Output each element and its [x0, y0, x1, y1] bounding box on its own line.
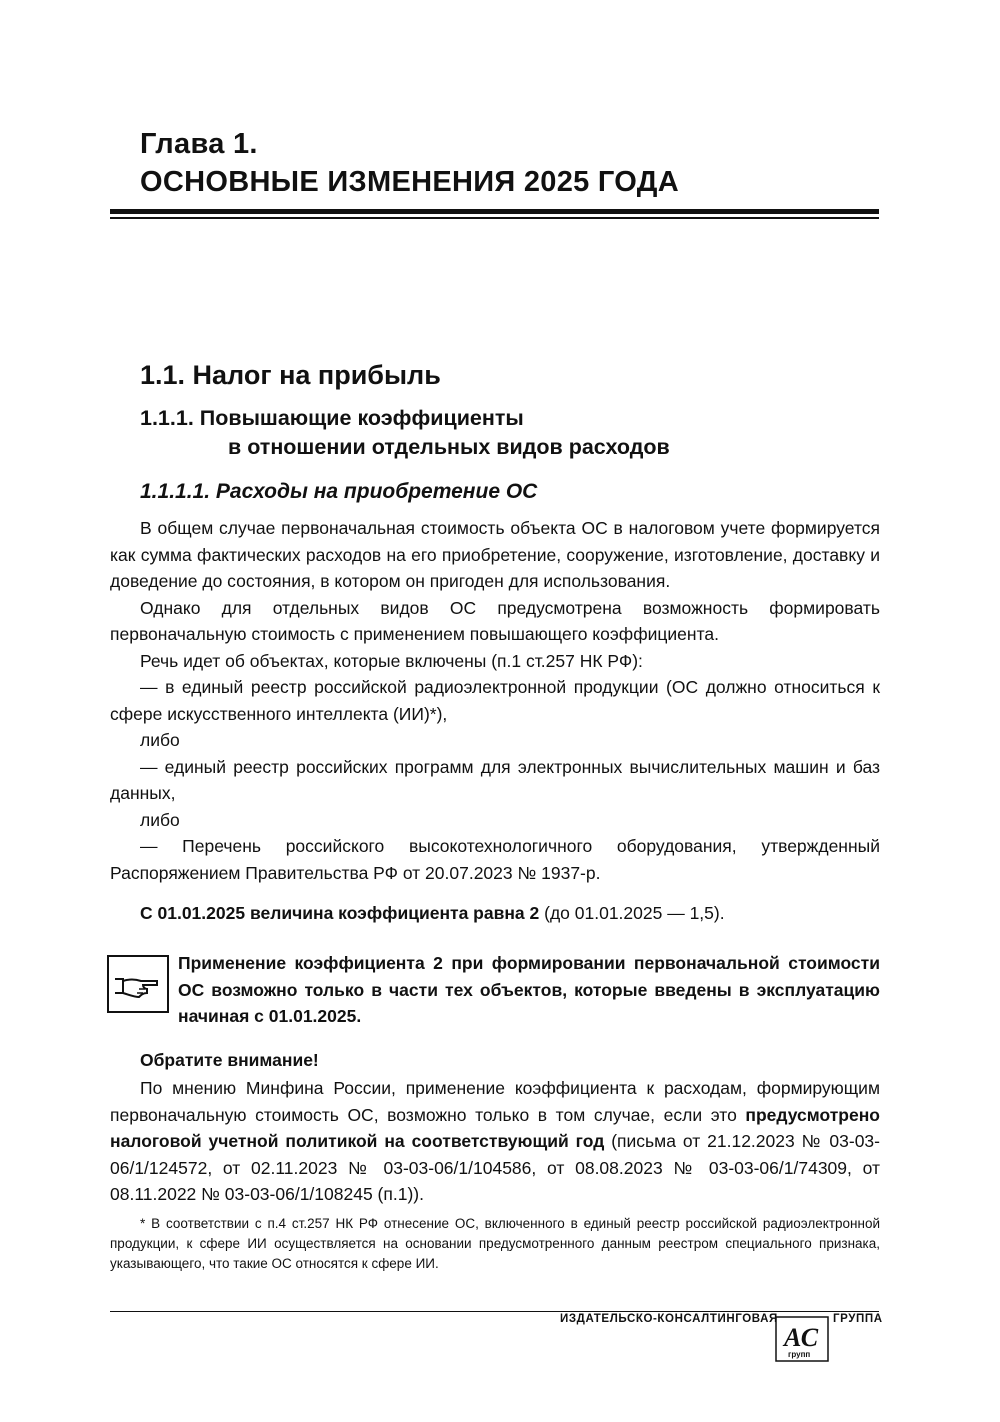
bottom-rule [110, 1311, 879, 1312]
attention-text-start: По мнению Минфина России, применение коэффициента к расходам, формирующим первоначальную стоимость ОС, возможно только в том случае, если это [110, 1078, 880, 1125]
main-text [110, 515, 880, 886]
attention-text-end: (письма от 21.12.2023 № 03-03-06/1/124572, от 02.11.2023 № 03-03-06/1/104586, от 08.08.2023 № 03-03-06/1/74309, от 08.11.2022 № 03-03-06/1/108245 (п.1)). [110, 1131, 880, 1204]
chapter-rule-thin [110, 217, 879, 219]
chapter-rule-thick [110, 209, 879, 214]
attention-body [110, 1075, 880, 1208]
list-item-3: — Перечень российского высокотехнологичного оборудования, утвержденный Распоряжением Правительства РФ от 20.07.2023 № 1937-р. [110, 836, 880, 883]
coefficient-rest: (до 01.01.2025 — 1,5). [539, 903, 725, 923]
subsubsection-heading: 1.1.1.1. Расходы на приобретение ОС [140, 480, 538, 503]
publisher-name-left: ИЗДАТЕЛЬСКО-КОНСАЛТИНГОВАЯ [560, 1313, 778, 1325]
section-heading: 1.1. Налог на прибыль [140, 360, 441, 390]
paragraph-1: В общем случае первоначальная стоимость объекта ОС в налоговом учете формируется как сумма фактических расходов на его приобретение, сооружение, изготовление, доставку и доведение до состояния, в котором он пригоден для использования. [110, 518, 880, 591]
chapter-title: ОСНОВНЫЕ ИЗМЕНЕНИЯ 2025 ГОДА [140, 166, 679, 198]
coefficient-paragraph [110, 900, 880, 927]
list-item-1: — в единый реестр российской радиоэлектронной продукции (ОС должно относиться к сфере искусственного интеллекта (ИИ)*), [110, 677, 880, 724]
paragraph-2: Однако для отдельных видов ОС предусмотрена возможность формировать первоначальную стоимость с применением повышающего коэффициента. [110, 597, 880, 644]
paragraph-3: Речь идет об объектах, которые включены (п.1 ст.257 НК РФ): [140, 650, 643, 671]
subsection-heading-line1: 1.1.1. Повышающие коэффициенты [140, 406, 524, 430]
chapter-label: Глава 1. [140, 128, 258, 160]
publisher-logo-sub: групп [788, 1350, 811, 1359]
list-or-2: либо [140, 809, 180, 830]
publisher-logo-letters: АС [784, 1323, 819, 1352]
list-item-2: — единый реестр российских программ для электронных вычислительных машин и баз данных, [110, 756, 880, 803]
pointing-hand-icon [107, 955, 169, 1013]
subsection-heading [140, 404, 670, 462]
attention-title: Обратите внимание! [140, 1050, 319, 1070]
note-text: Применение коэффициента 2 при формировании первоначальной стоимости ОС возможно только в части тех объектов, которые введены в эксплуатацию начиная с 01.01.2025. [178, 953, 880, 1026]
coefficient-bold: С 01.01.2025 величина коэффициента равна 2 [140, 903, 540, 923]
publisher-name-right: ГРУППА [833, 1313, 883, 1325]
list-or-1: либо [140, 730, 180, 750]
attention-text-bold: предусмотрено налоговой учетной политикой на соответствующий год [110, 1104, 880, 1151]
footnote: * В соответствии с п.4 ст.257 НК РФ отнесение ОС, включенного в единый реестр российской радиоэлектронной продукции, к сфере ИИ осуществляется на основании предусмотренного данным реестром специального признака, указывающего, что такие ОС относятся к сфере ИИ. [110, 1216, 880, 1271]
subsection-heading-line2: в отношении отдельных видов расходов [228, 435, 670, 459]
